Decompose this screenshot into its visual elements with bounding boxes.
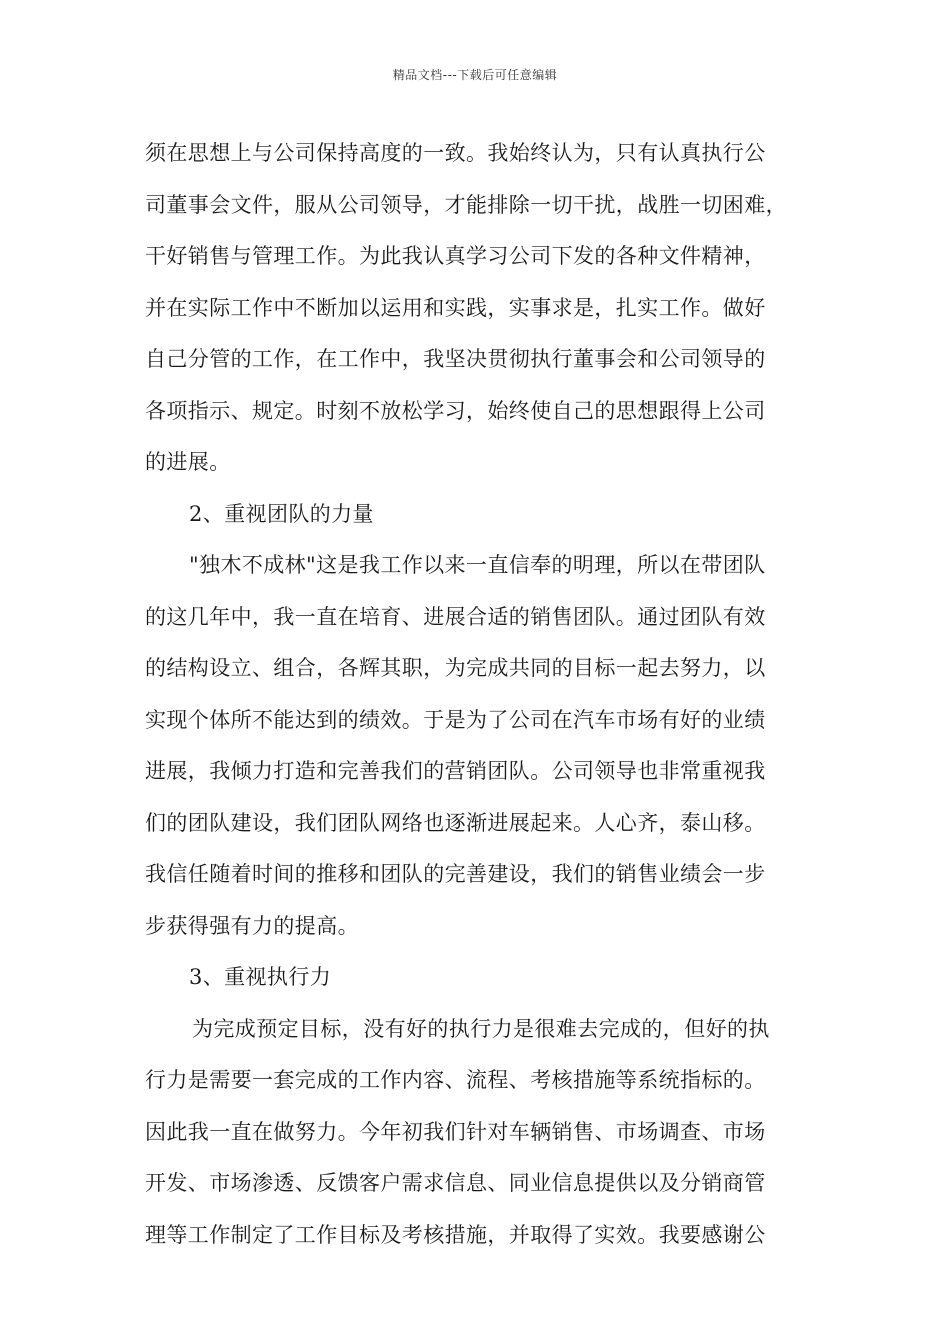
body-line: 进展，我倾力打造和完善我们的营销团队。公司领导也非常重视我	[145, 759, 766, 783]
body-line: 的这几年中，我一直在培育、进展合适的销售团队。通过团队有效	[145, 604, 766, 629]
body-line: 因此我一直在做努力。今年初我们针对车辆销售、市场调查、市场	[145, 1119, 766, 1144]
body-line: 并在实际工作中不断加以运用和实践，实事求是，扎实工作。做好	[145, 295, 766, 320]
body-line: 自己分管的工作，在工作中，我坚决贯彻执行董事会和公司领导的	[145, 347, 766, 371]
paragraph-first-line: "独木不成林"这是我工作以来一直信奉的明理，所以在带团队	[189, 553, 766, 577]
body-line: 行力是需要一套完成的工作内容、流程、考核措施等系统指标的。	[145, 1068, 766, 1092]
section-heading: 2、重视团队的力量	[189, 501, 374, 526]
body-line: 干好销售与管理工作。为此我认真学习公司下发的各种文件精神，	[145, 244, 766, 268]
page-header: 精品文档---下载后可任意编辑	[392, 68, 558, 82]
body-line: 们的团队建设，我们团队网络也逐渐进展起来。人心齐，泰山移。	[145, 810, 766, 835]
body-line: 司董事会文件，服从公司领导，才能排除一切干扰，战胜一切困难，	[145, 192, 787, 217]
paragraph-first-line: 为完成预定目标，没有好的执行力是很难去完成的，但好的执	[192, 1016, 770, 1041]
body-line: 的结构设立、组合，各辉其职，为完成共同的目标一起去努力，以	[145, 656, 766, 680]
body-line: 实现个体所不能达到的绩效。于是为了公司在汽车市场有好的业绩	[145, 707, 766, 732]
body-line: 理等工作制定了工作目标及考核措施，并取得了实效。我要感谢公	[145, 1222, 766, 1247]
body-line: 步获得强有力的提高。	[145, 913, 359, 938]
body-line: 须在思想上与公司保持高度的一致。我始终认为，只有认真执行公	[145, 141, 766, 165]
section-heading: 3、重视执行力	[189, 965, 332, 989]
body-line: 我信任随着时间的推移和团队的完善建设，我们的销售业绩会一步	[145, 862, 766, 886]
body-line: 各项指示、规定。时刻不放松学习，始终使自己的思想跟得上公司	[145, 398, 766, 423]
body-line: 的进展。	[145, 450, 231, 474]
document-body	[145, 128, 825, 1261]
body-line: 开发、市场渗透、反馈客户需求信息、同业信息提供以及分销商管	[145, 1171, 766, 1195]
